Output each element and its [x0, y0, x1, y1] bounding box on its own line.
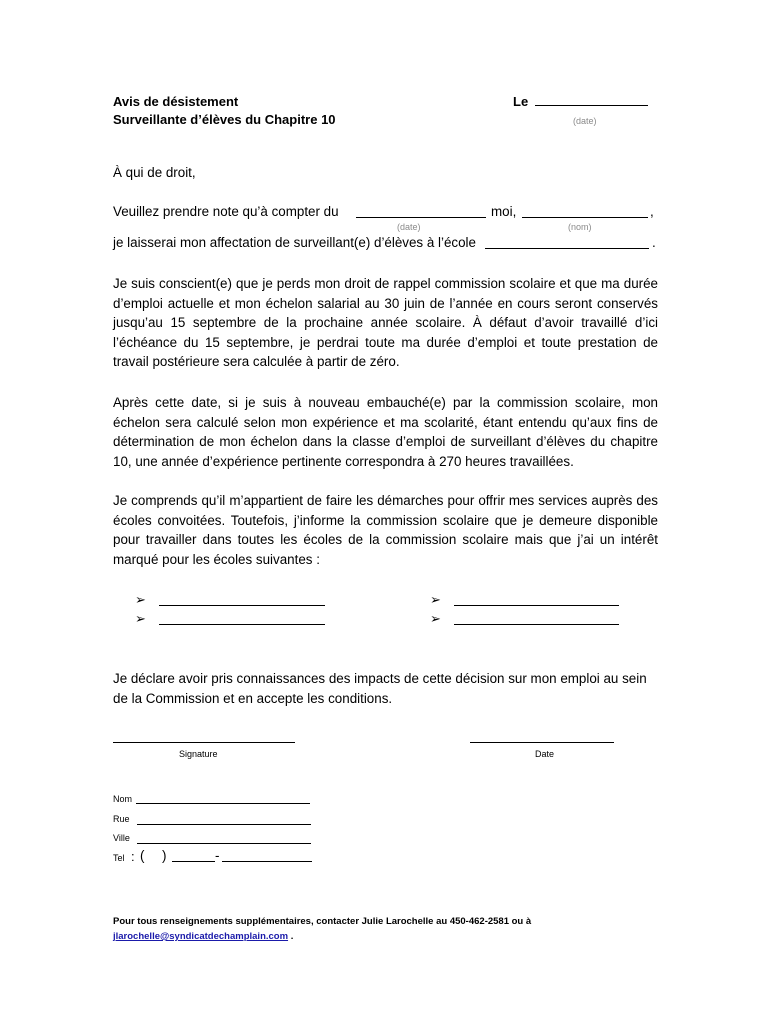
signature-date-field[interactable] — [470, 742, 614, 743]
salutation: À qui de droit, — [113, 165, 196, 180]
footer-end: . — [290, 931, 294, 942]
nom-field[interactable] — [136, 803, 310, 804]
footer-contact-text: Pour tous renseignements supplémentaires, contacter Julie Larochelle au 450-462-2581 ou à — [113, 916, 532, 927]
notice-line1-mid: moi, — [491, 204, 517, 219]
bullet-arrow-icon: ➢ — [430, 592, 441, 607]
tel-dash: - — [215, 848, 220, 863]
name-field[interactable] — [522, 217, 648, 218]
name-hint: (nom) — [568, 222, 592, 232]
school-choice-3-field[interactable] — [454, 605, 619, 606]
document-subtitle: Surveillante d’élèves du Chapitre 10 — [113, 112, 336, 127]
notice-line2-end: . — [652, 235, 656, 250]
school-choice-4-field[interactable] — [454, 624, 619, 625]
bullet-arrow-icon: ➢ — [135, 592, 146, 607]
tel-number-field[interactable] — [222, 861, 312, 862]
document-title: Avis de désistement — [113, 94, 239, 109]
signature-date-label: Date — [535, 749, 555, 759]
start-date-hint: (date) — [397, 222, 421, 232]
paragraph-rehire: Après cette date, si je suis à nouveau embauché(e) par la commission scolaire, mon échelon sera calculé selon mon expérience et ma scolarité, étant entendu qu’aux fins de détermination de mon échelon dans la classe d’emploi de surveillant d’élèves du chapitre 10, une année d’expérience pertinente correspondra à 270 heures travaillées. — [113, 395, 658, 469]
signature-field[interactable] — [113, 742, 295, 743]
date-hint: (date) — [573, 116, 597, 126]
date-prefix: Le — [513, 94, 529, 109]
paragraph-recall-rights: Je suis conscient(e) que je perds mon droit de rappel commission scolaire et que ma durée d’emploi actuelle et mon échelon salarial au 30 juin de l’année en cours seront conservés jusqu’au 15 septembre de la prochaine année scolaire. À défaut d’avoir travaillé d’ici l’échéance du 15 septembre, je perdrai toute ma durée d’emploi et toute prestation de travail postérieure sera calculée à partir de zéro. — [113, 276, 658, 370]
school-field[interactable] — [485, 248, 649, 249]
notice-line1-end: , — [650, 204, 654, 219]
rue-label: Rue — [113, 814, 130, 824]
notice-line2-prefix: je laisserai mon affectation de surveillant(e) d’élèves à l’école — [113, 235, 476, 250]
bullet-arrow-icon: ➢ — [135, 611, 146, 626]
tel-label: Tel — [113, 853, 125, 863]
signature-label: Signature — [179, 749, 218, 759]
tel-close-paren: ) — [162, 848, 167, 863]
ville-field[interactable] — [137, 843, 311, 844]
start-date-field[interactable] — [356, 217, 486, 218]
school-choice-2-field[interactable] — [159, 624, 325, 625]
notice-line1-prefix: Veuillez prendre note qu’à compter du — [113, 204, 339, 219]
nom-label: Nom — [113, 794, 133, 804]
footer-email-link[interactable]: jlarochelle@syndicatdechamplain.com — [113, 931, 289, 942]
bullet-arrow-icon: ➢ — [430, 611, 441, 626]
paragraph-availability: Je comprends qu’il m’appartient de faire les démarches pour offrir mes services auprès des écoles convoitées. Toutefois, j’informe la commission scolaire que je demeure disponible pour travailler dans toutes les écoles de la commission scolaire mais que j’ai un intérêt marqué pour les écoles suivantes : — [113, 493, 658, 567]
rue-field[interactable] — [137, 824, 311, 825]
tel-prefix-field[interactable] — [172, 861, 215, 862]
tel-open-paren: ( — [140, 848, 145, 863]
paragraph-declaration: Je déclare avoir pris connaissances des impacts de cette décision sur mon emploi au sein de la Commission et en accepte les conditions. — [113, 671, 647, 706]
footer-email-line — [113, 931, 293, 942]
date-field-line[interactable] — [535, 105, 648, 106]
ville-label: Ville — [113, 833, 130, 843]
school-choice-1-field[interactable] — [159, 605, 325, 606]
tel-colon: : — [131, 849, 135, 864]
